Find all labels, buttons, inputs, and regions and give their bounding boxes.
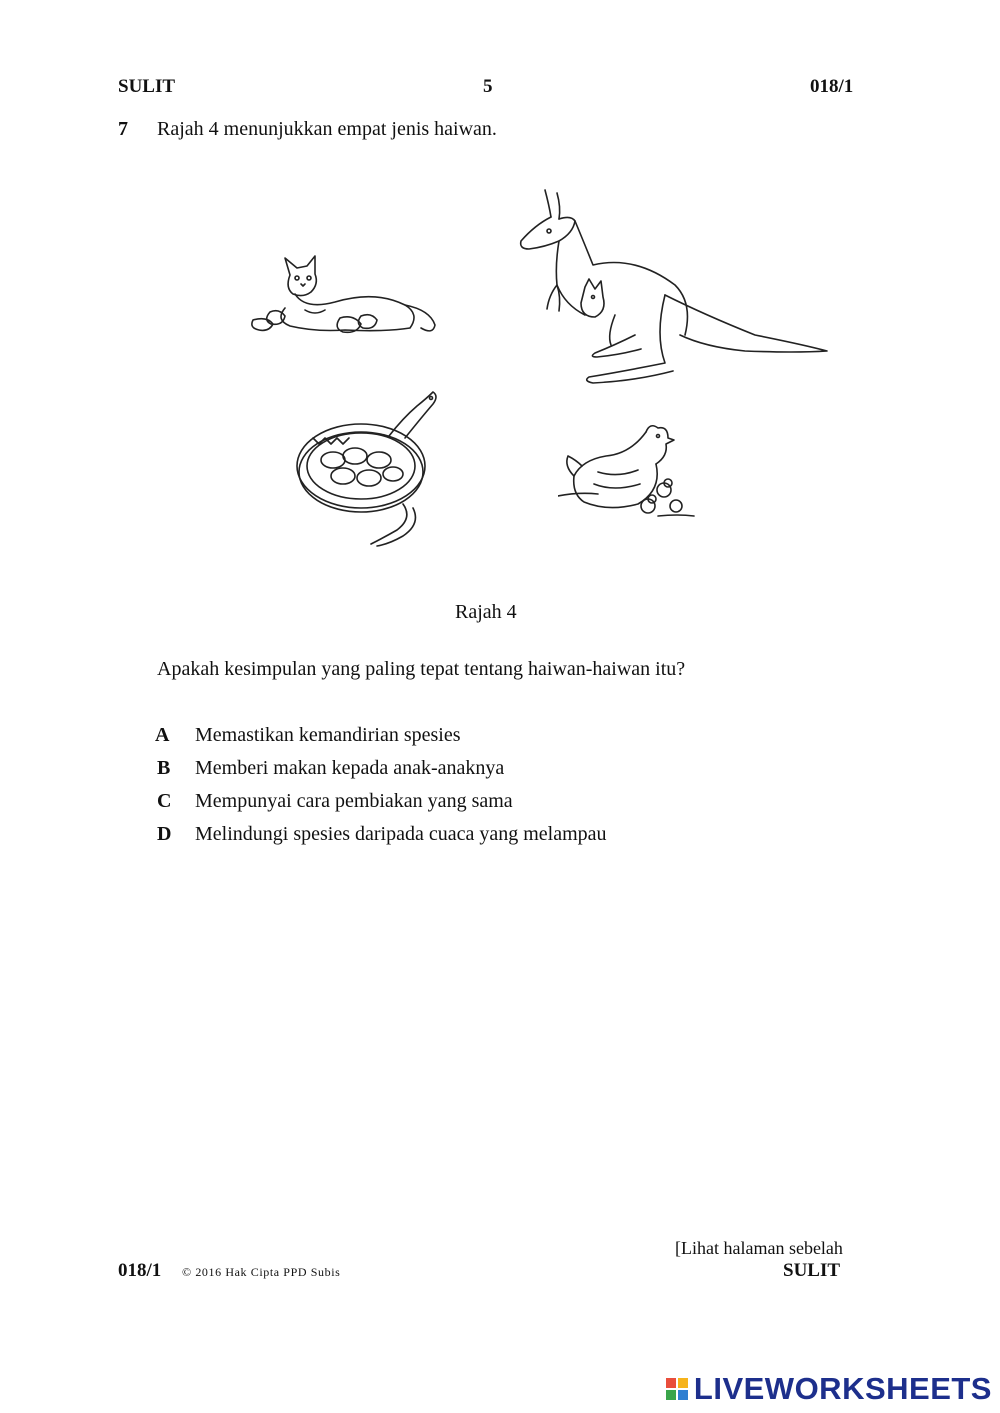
kangaroo-with-joey-illustration (515, 185, 830, 390)
option-letter: D (157, 823, 172, 845)
liveworksheets-logo-icon (666, 1378, 688, 1400)
option-letter: B (157, 757, 171, 779)
figure-caption: Rajah 4 (455, 601, 517, 623)
question-stem: Rajah 4 menunjukkan empat jenis haiwan. (157, 118, 497, 140)
paper-code: 018/1 (810, 76, 854, 97)
hen-with-chicks-illustration (558, 420, 698, 525)
option-text: Melindungi spesies daripada cuaca yang melampau (195, 823, 607, 845)
brand-name: LIVEWORKSHEETS (693, 1371, 992, 1406)
liveworksheets-brand (666, 1371, 992, 1407)
option-letter: C (157, 790, 172, 812)
question-number: 7 (118, 118, 128, 140)
option-text: Mempunyai cara pembiakan yang sama (195, 790, 513, 812)
option-letter: A (155, 724, 170, 746)
cat-with-kittens-illustration (245, 250, 445, 340)
option-text: Memberi makan kepada anak-anaknya (195, 757, 505, 779)
footer-classification: SULIT (783, 1260, 841, 1281)
next-page-note: [Lihat halaman sebelah (675, 1238, 843, 1258)
snake-with-eggs-illustration (293, 388, 443, 548)
option-text: Memastikan kemandirian spesies (195, 724, 461, 746)
question-prompt: Apakah kesimpulan yang paling tepat tentang haiwan-haiwan itu? (157, 658, 686, 680)
copyright-notice: © 2016 Hak Cipta PPD Subis (182, 1265, 341, 1279)
page-number: 5 (483, 76, 493, 97)
header-classification: SULIT (118, 76, 176, 97)
footer-paper-code: 018/1 (118, 1260, 162, 1281)
